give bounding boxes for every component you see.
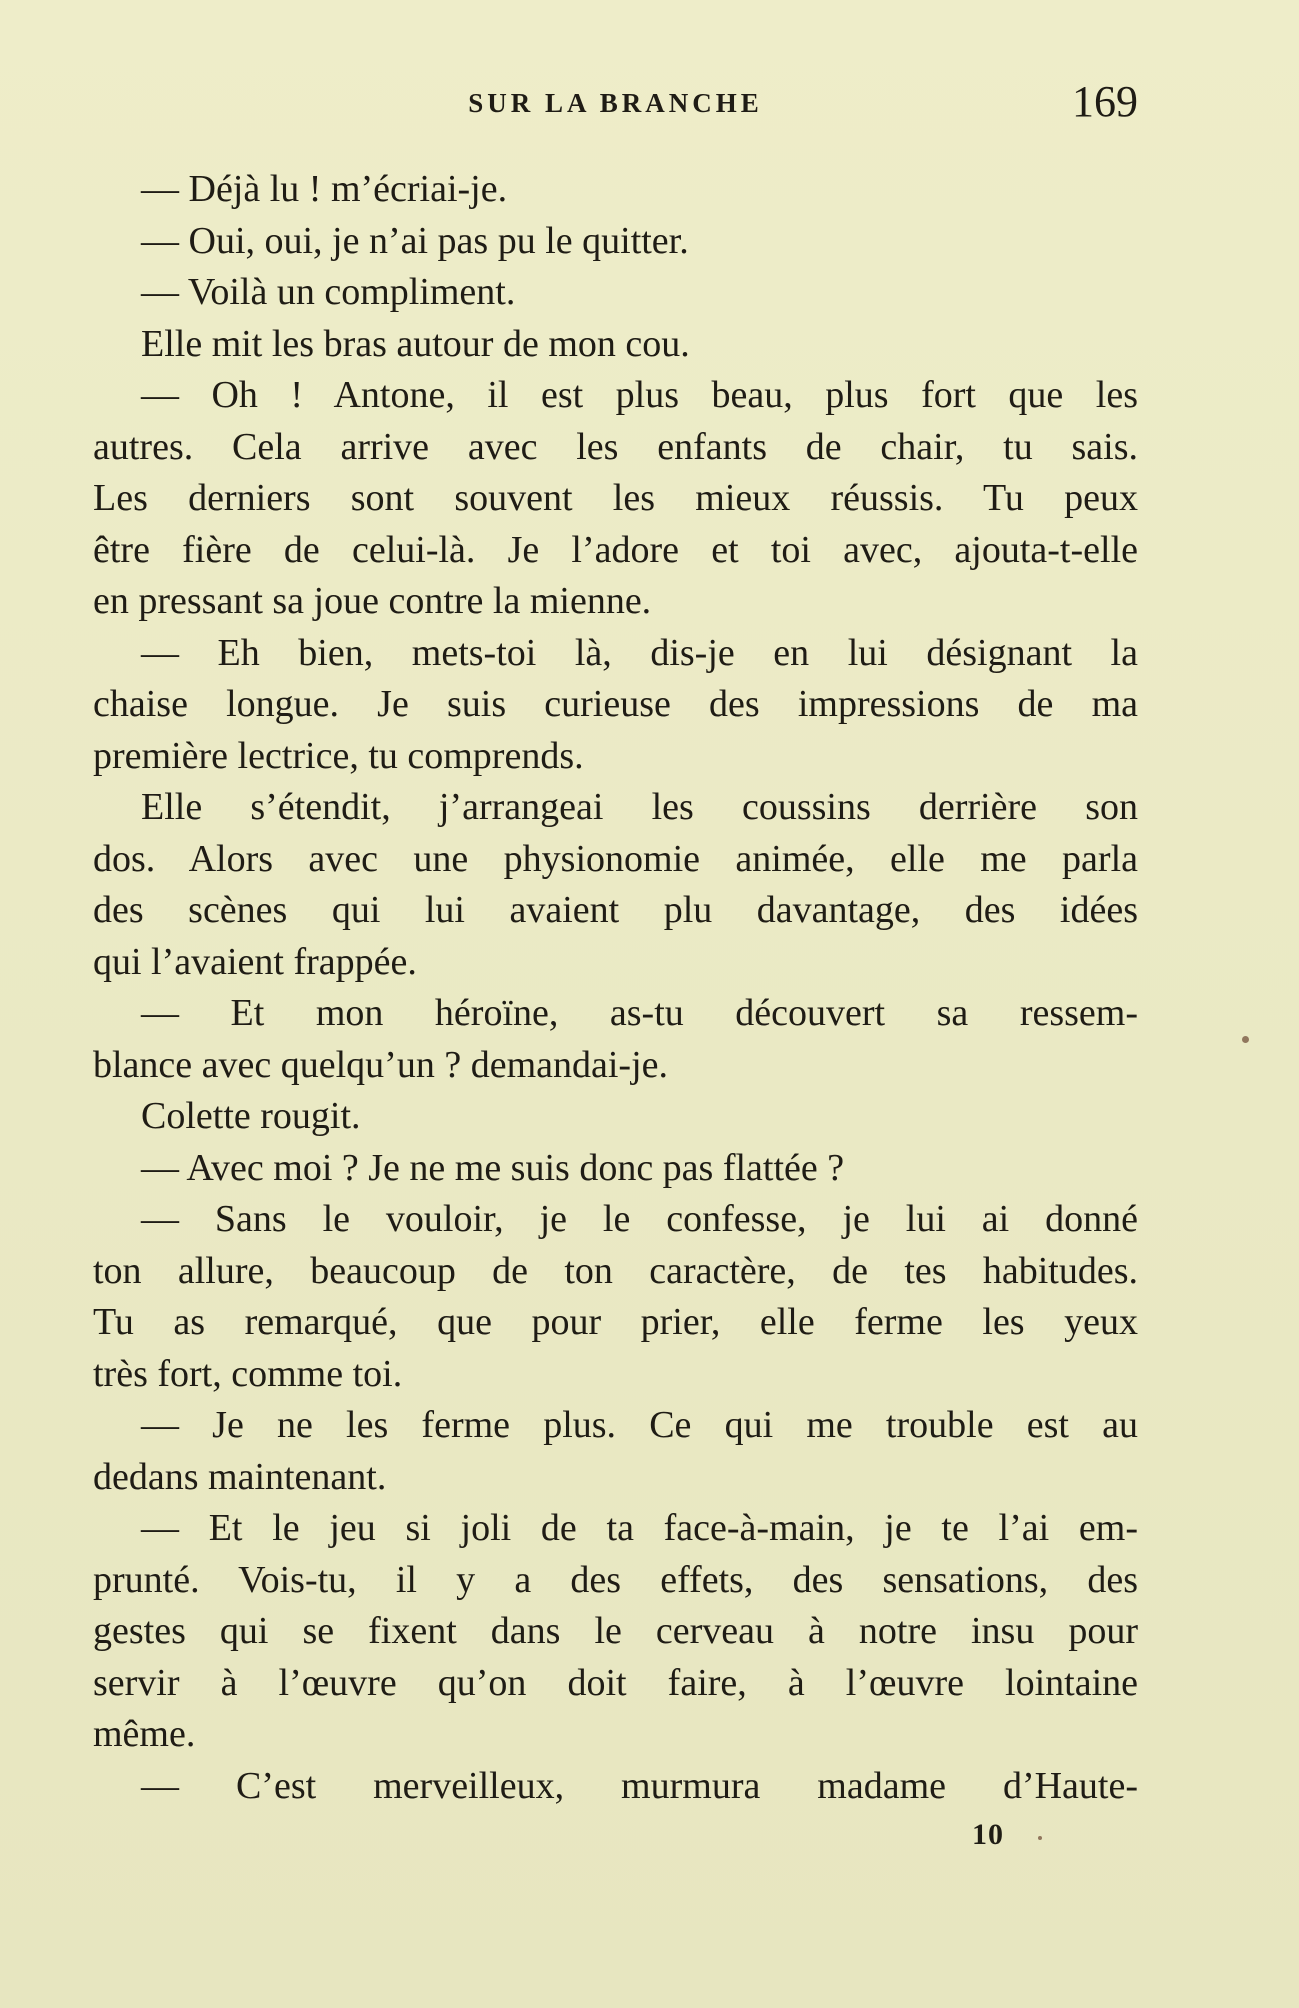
running-head: [93, 77, 1138, 126]
text-line: Tu as remarqué, que pour prier, elle ferme les yeux: [93, 1301, 1138, 1343]
text-line: prunté. Vois-tu, il y a des effets, des sensations, des: [93, 1558, 1138, 1601]
text-line: ton allure, beaucoup de ton caractère, de tes habitudes.: [93, 1249, 1138, 1292]
text-line: — Avec moi ? Je ne me suis donc pas flattée ?: [141, 1146, 845, 1189]
text-line: chaise longue. Je suis curieuse des impressions de ma: [93, 683, 1138, 725]
text-line: même.: [93, 1713, 196, 1755]
body-text: [93, 164, 1138, 1812]
text-line: — Sans le vouloir, je le confesse, je lui ai donné: [141, 1198, 1138, 1240]
running-title: SUR LA BRANCHE: [468, 88, 763, 118]
text-line: être fière de celui-là. Je l’adore et toi avec, ajouta-t-elle: [93, 528, 1138, 571]
page-number: 169: [1072, 77, 1138, 126]
text-line: Elle mit les bras autour de mon cou.: [141, 322, 690, 365]
text-line: dos. Alors avec une physionomie animée, elle me parla: [93, 837, 1138, 880]
text-line: — Je ne les ferme plus. Ce qui me trouble est au: [141, 1404, 1138, 1446]
ink-speck: [1242, 1036, 1249, 1043]
text-line: en pressant sa joue contre la mienne.: [93, 580, 652, 622]
text-line: — Déjà lu ! m’écriai-je.: [141, 168, 508, 210]
text-line: qui l’avaient frappée.: [93, 940, 417, 983]
text-line: Les derniers sont souvent les mieux réussis. Tu peux: [93, 477, 1138, 519]
text-line: des scènes qui lui avaient plu davantage, des idées: [93, 889, 1138, 931]
text-line: — Voilà un compliment.: [141, 271, 516, 313]
text-line: très fort, comme toi.: [93, 1352, 403, 1395]
ink-speck: [1038, 1836, 1042, 1840]
text-line: — Eh bien, mets-toi là, dis-je en lui désignant la: [141, 631, 1138, 674]
text-line: gestes qui se fixent dans le cerveau à notre insu pour: [93, 1610, 1138, 1652]
text-line: Elle s’étendit, j’arrangeai les coussins derrière son: [141, 786, 1138, 828]
text-line: — Oui, oui, je n’ai pas pu le quitter.: [141, 219, 689, 262]
text-line: — Et mon héroïne, as-tu découvert sa ressem-: [141, 992, 1138, 1034]
text-line: — Oh ! Antone, il est plus beau, plus fort que les: [141, 374, 1138, 416]
text-line: blance avec quelqu’un ? demandai-je.: [93, 1043, 668, 1086]
text-line: Colette rougit.: [141, 1095, 361, 1137]
text-line: dedans maintenant.: [93, 1455, 387, 1498]
signature-mark: 10: [972, 1818, 1004, 1851]
text-line: servir à l’œuvre qu’on doit faire, à l’œuvre lointaine: [93, 1661, 1138, 1704]
text-line: — Et le jeu si joli de ta face-à-main, je te l’ai em-: [141, 1507, 1138, 1549]
text-line: autres. Cela arrive avec les enfants de chair, tu sais.: [93, 425, 1138, 468]
text-line: — C’est merveilleux, murmura madame d’Haute-: [141, 1764, 1138, 1807]
text-line: première lectrice, tu comprends.: [93, 734, 584, 777]
